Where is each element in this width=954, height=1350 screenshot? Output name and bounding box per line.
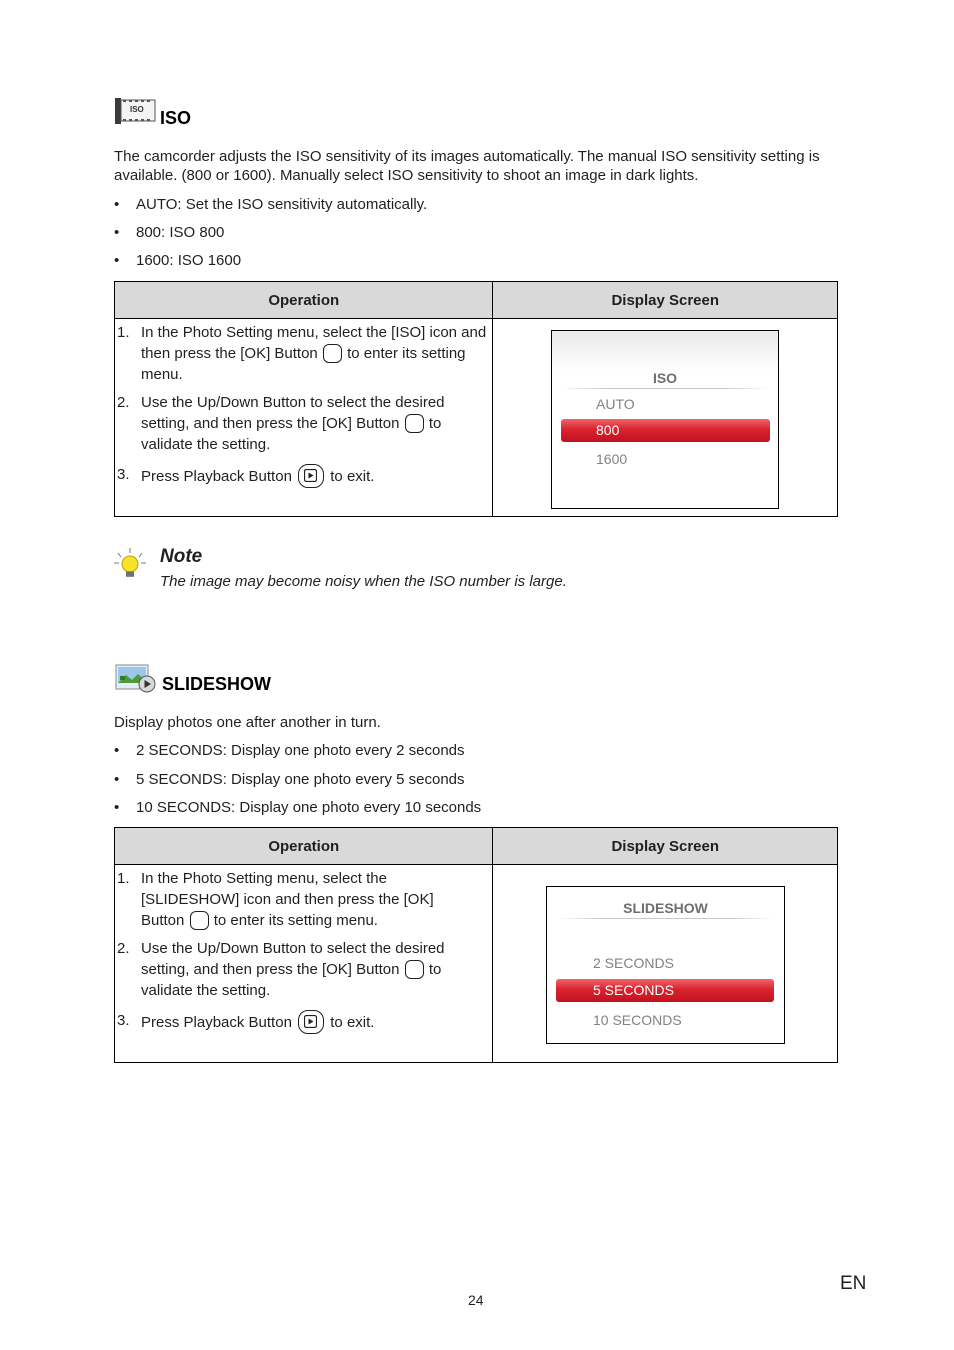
ok-button-icon xyxy=(190,911,209,930)
list-item: • 1600: ISO 1600 xyxy=(114,252,242,269)
playback-button-icon xyxy=(298,464,324,488)
iso-bullet-list xyxy=(114,195,614,275)
iso-description: The camcorder adjusts the ISO sensitivity of its images automatically. The manual ISO sensitivity setting is available. (800 or 1600). Manually select ISO sensitivity to shoot an image in dark lights. xyxy=(114,148,820,184)
list-item: • 5 SECONDS: Display one photo every 5 seconds xyxy=(114,771,465,788)
operation-cell xyxy=(115,319,493,517)
slideshow-bullet-list xyxy=(114,741,614,821)
lightbulb-icon xyxy=(112,546,148,582)
note-text: The image may become noisy when the ISO number is large. xyxy=(160,573,567,590)
list-item: • AUTO: Set the ISO sensitivity automatically. xyxy=(114,196,428,213)
step-2: 2. Use the Up/Down Button to select the desired setting, and then press the [OK] Button to validate the setting. xyxy=(117,394,445,453)
list-item: • 10 SECONDS: Display one photo every 10 seconds xyxy=(114,799,482,816)
screen-title: SLIDESHOW xyxy=(623,900,708,916)
screen-title: ISO xyxy=(652,370,678,386)
step-3: 3. Press Playback Button to exit. xyxy=(117,1010,489,1040)
bullet-dot: • xyxy=(114,799,120,816)
menu-option: 10 SECONDS xyxy=(593,1012,682,1028)
bullet-dot: • xyxy=(114,771,120,788)
step-3: 3. Press Playback Button to exit. xyxy=(117,464,489,494)
operation-cell xyxy=(115,865,493,1063)
note-title: Note xyxy=(160,546,203,567)
step-1: 1. In the Photo Setting menu, select the [ISO] icon and then press the [OK] Button to enter its setting menu. xyxy=(117,324,487,383)
column-header-display: Display Screen xyxy=(493,828,838,865)
bullet-dot: • xyxy=(114,196,120,213)
slideshow-display-screen xyxy=(546,886,785,1044)
column-header-operation: Operation xyxy=(115,828,493,865)
slideshow-description: Display photos one after another in turn. xyxy=(114,714,381,731)
bullet-dot: • xyxy=(114,252,120,269)
column-header-operation: Operation xyxy=(115,282,493,319)
iso-heading: ISO xyxy=(160,108,192,128)
menu-option-selected: 800 xyxy=(561,419,770,442)
page-number: 24 xyxy=(468,1292,484,1308)
ok-button-icon xyxy=(323,344,342,363)
menu-option: AUTO xyxy=(596,396,635,412)
ok-button-icon xyxy=(405,960,424,979)
playback-button-icon xyxy=(298,1010,324,1034)
list-item: • 2 SECONDS: Display one photo every 2 seconds xyxy=(114,742,465,759)
menu-option: 2 SECONDS xyxy=(593,955,674,971)
slideshow-icon xyxy=(114,662,156,694)
iso-display-screen xyxy=(551,330,779,509)
step-2: 2. Use the Up/Down Button to select the desired setting, and then press the [OK] Button to validate the setting. xyxy=(117,940,445,999)
language-label: EN xyxy=(840,1273,867,1294)
menu-option-selected: 5 SECONDS xyxy=(556,979,774,1002)
list-item: • 800: ISO 800 xyxy=(114,224,225,241)
ok-button-icon xyxy=(405,414,424,433)
iso-icon-label: ISO xyxy=(130,105,144,114)
iso-icon xyxy=(114,96,156,126)
bullet-dot: • xyxy=(114,742,120,759)
column-header-display: Display Screen xyxy=(493,282,838,319)
step-1: 1. In the Photo Setting menu, select the [SLIDESHOW] icon and then press the [OK] Button to enter its setting menu. xyxy=(117,870,434,929)
menu-option: 1600 xyxy=(596,451,628,467)
bullet-dot: • xyxy=(114,224,120,241)
slideshow-heading: SLIDESHOW xyxy=(162,674,272,694)
